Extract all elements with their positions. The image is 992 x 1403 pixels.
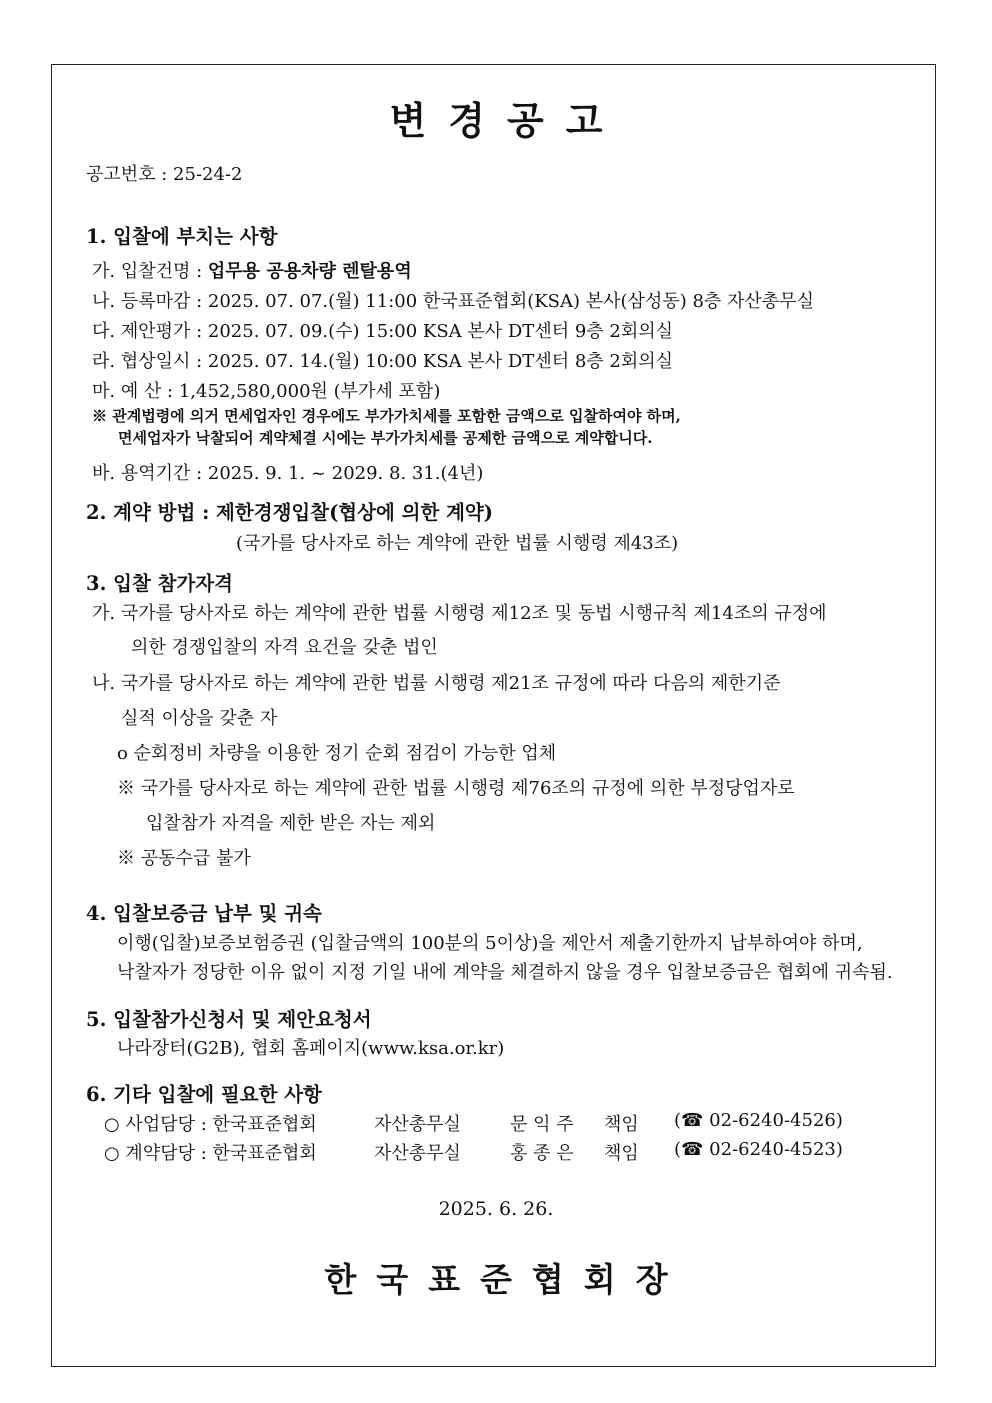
section1-heading: 1. 입찰에 부치는 사항 [86, 225, 278, 248]
contact-name: 홍 종 은 [510, 1143, 574, 1164]
section2-sub: (국가를 당사자로 하는 계약에 관한 법률 시행령 제43조) [236, 533, 679, 554]
section1-period: 바. 용역기간 : 2025. 9. 1. ~ 2029. 8. 31.(4년) [92, 463, 484, 484]
section4-line2: 낙찰자가 정당한 이유 없이 지정 기일 내에 계약을 체결하지 않을 경우 입찰보증금은 협회에 귀속됨. [117, 962, 893, 983]
item-value: 2025. 07. 07.(월) 11:00 한국표준협회(KSA) 본사(삼성동) 8층 자산총무실 [207, 291, 814, 312]
item-value: 2025. 07. 14.(월) 10:00 KSA 본사 DT센터 8층 2회의실 [207, 351, 673, 372]
section4-heading: 4. 입찰보증금 납부 및 귀속 [86, 902, 322, 925]
item-value: 2025. 07. 09.(수) 15:00 KSA 본사 DT센터 9층 2회의실 [207, 321, 673, 342]
section1-item-name [92, 257, 412, 283]
section1-item-negotiation [92, 347, 673, 373]
contact-phone: (☎ 02-6240-4526) [674, 1110, 843, 1131]
item-value: 업무용 공용차량 렌탈용역 [207, 261, 412, 282]
section3-bullet1: o 순회정비 차량을 이용한 정기 순회 점검이 가능한 업체 [117, 743, 557, 764]
contact-name: 문 익 주 [510, 1114, 574, 1135]
section1-item-budget [92, 377, 440, 403]
section1-item-evaluation [92, 317, 673, 343]
section3-heading: 3. 입찰 참가자격 [86, 572, 233, 595]
contact-title: 책임 [604, 1114, 639, 1135]
section3-b-line2: 실적 이상을 갖춘 자 [121, 708, 278, 729]
item-label: 마. 예 산 : [92, 381, 179, 402]
section3-note1-line2: 입찰참가 자격을 제한 받은 자는 제외 [146, 813, 436, 834]
section3-a-line1: 가. 국가를 당사자로 하는 계약에 관한 법률 시행령 제12조 및 동법 시행규칙 제14조의 규정에 [92, 603, 827, 624]
item-label: 나. 등록마감 : [92, 291, 208, 312]
section5-heading: 5. 입찰참가신청서 및 제안요청서 [86, 1008, 372, 1031]
contact-dept: 자산총무실 [374, 1114, 461, 1135]
notice-number: 공고번호 : 25-24-2 [86, 164, 243, 185]
notice-date: 2025. 6. 26. [438, 1198, 554, 1220]
item-label: 가. 입찰건명 : [92, 261, 208, 282]
contact-title: 책임 [604, 1143, 639, 1164]
page-title: 변경공고 [389, 98, 625, 143]
contact-role: ○ 계약담당 : 한국표준협회 [104, 1143, 317, 1164]
item-label: 다. 제안평가 : [92, 321, 208, 342]
section6-heading: 6. 기타 입찰에 필요한 사항 [86, 1083, 322, 1106]
contact-dept: 자산총무실 [374, 1143, 461, 1164]
section5-line1: 나라장터(G2B), 협회 홈페이지(www.ksa.or.kr) [117, 1038, 505, 1059]
item-value: 1,452,580,000원 (부가세 포함) [178, 381, 441, 402]
section1-note-line2: 면세업자가 낙찰되어 계약체결 시에는 부가가치세를 공제한 금액으로 계약합니다. [118, 429, 653, 447]
section1-note-line1: ※ 관계법령에 의거 면세업자인 경우에도 부가가치세를 포함한 금액으로 입찰하여야 하며, [92, 407, 681, 425]
section3-note2: ※ 공동수급 불가 [117, 848, 251, 869]
contact-role: ○ 사업담당 : 한국표준협회 [104, 1114, 317, 1135]
section1-item-deadline [92, 287, 814, 313]
section3-a-line2: 의한 경쟁입찰의 자격 요건을 갖춘 법인 [131, 637, 438, 658]
organization-signature: 한국표준협회장 [324, 1260, 688, 1299]
section4-line1: 이행(입찰)보증보험증권 (입찰금액의 100분의 5이상)을 제안서 제출기한까지 납부하여야 하며, [117, 933, 863, 954]
section3-note1-line1: ※ 국가를 당사자로 하는 계약에 관한 법률 시행령 제76조의 규정에 의한 부정당업자로 [117, 778, 795, 799]
section3-b-line1: 나. 국가를 당사자로 하는 계약에 관한 법률 시행령 제21조 규정에 따라 다음의 제한기준 [92, 673, 781, 694]
item-label: 라. 협상일시 : [92, 351, 208, 372]
contact-phone: (☎ 02-6240-4523) [674, 1139, 843, 1160]
section2-heading: 2. 계약 방법 : 제한경쟁입찰(협상에 의한 계약) [86, 501, 493, 524]
